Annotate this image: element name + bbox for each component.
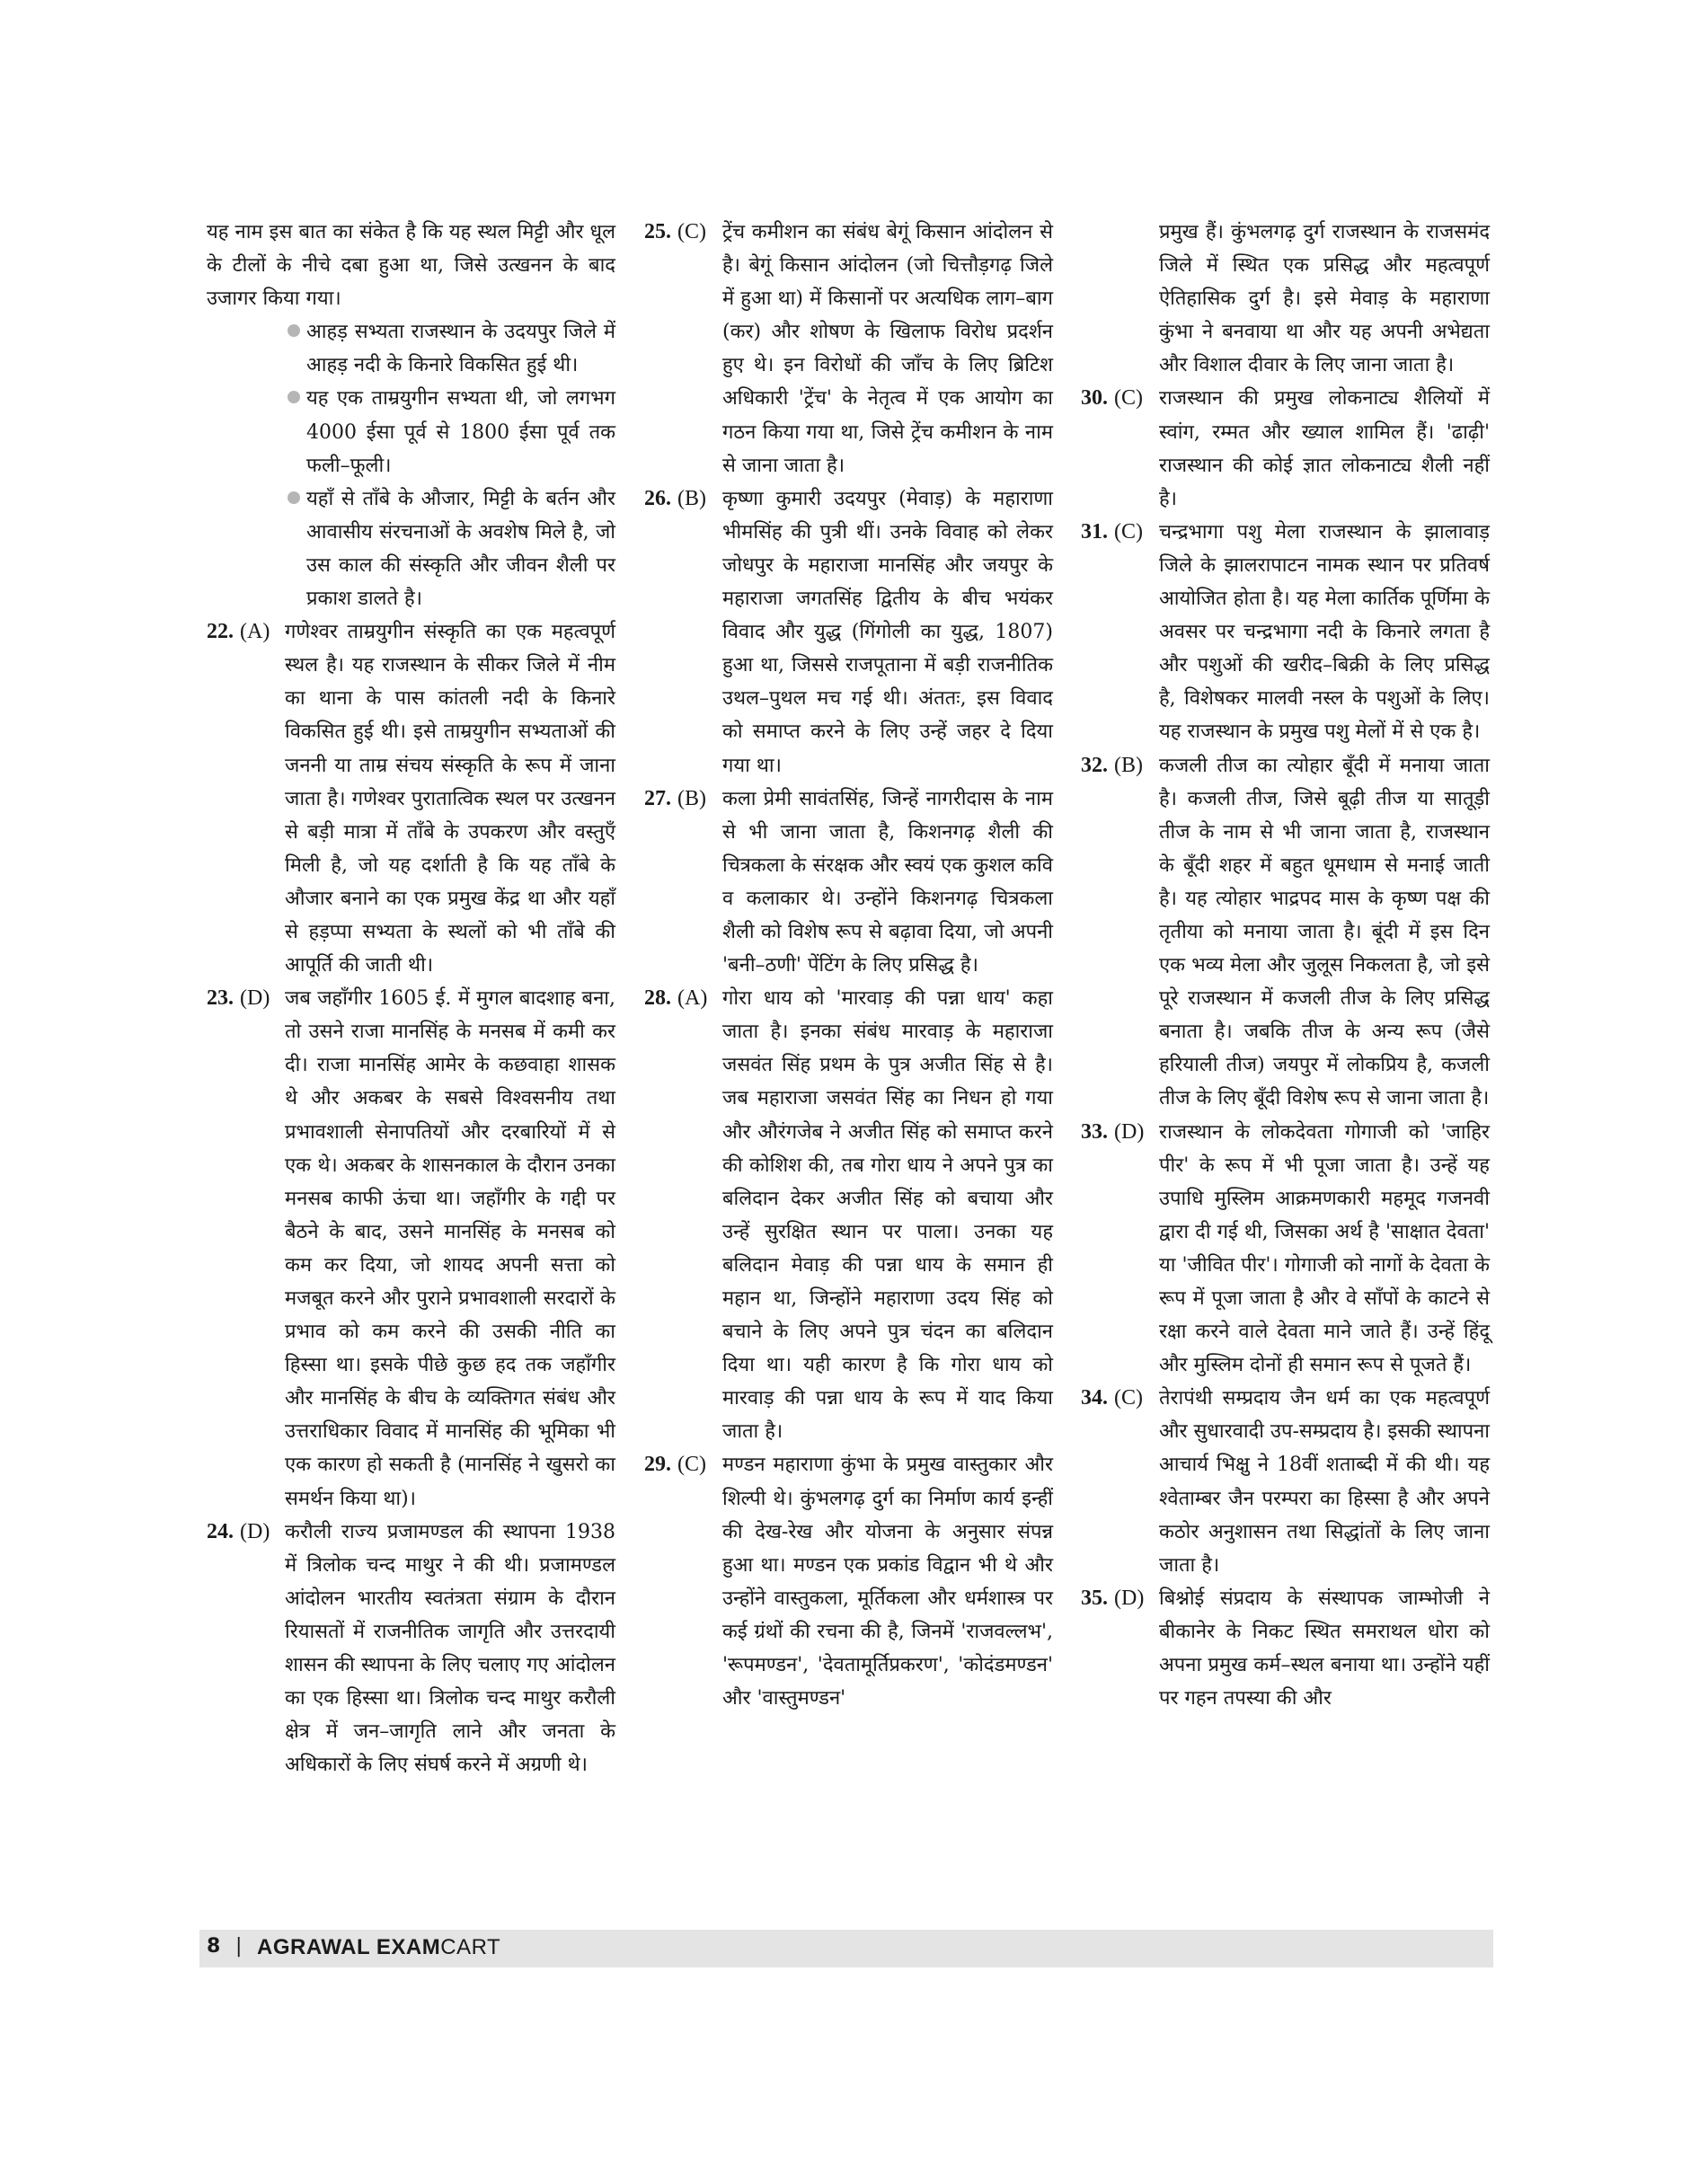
brand-light-text: CART [440, 1935, 501, 1959]
explanation-text: चन्द्रभागा पशु मेला राजस्थान के झालावाड़ जिले के झालरापाटन नामक स्थान पर प्रतिवर्ष आयोजित होता है। यह मेला कार्तिक पूर्णिमा के अवसर पर चन्द्रभागा नदी के किनारे लगता है और पशुओं की खरीद–बिक्री के लिए प्रसिद्ध है, विशेषकर मालवी नस्ल के पशुओं के लिए। यह राजस्थान के प्रमुख पशु मेलों में से एक है। [1159, 520, 1490, 744]
question-label [1081, 1116, 1144, 1149]
question-number: 26. [644, 486, 671, 510]
answer-option: (D) [240, 986, 270, 1011]
column-left [207, 216, 615, 1781]
bullet-item [207, 382, 615, 482]
question-number: 35. [1081, 1586, 1108, 1610]
bullet-text: यहाँ से ताँबे के औजार, मिट्टी के बर्तन और आवासीय संरचनाओं के अवशेष मिले है, जो उस काल की संस्कृति और जीवन शैली पर प्रकाश डालते है। [306, 487, 615, 611]
page-footer [199, 1930, 1493, 1967]
answer-option: (B) [677, 786, 706, 810]
bullet-text: यह एक ताम्रयुगीन सभ्यता थी, जो लगभग 4000 ईसा पूर्व से 1800 ईसा पूर्व तक फली–फूली। [306, 387, 615, 477]
answer-item-26 [644, 482, 1053, 782]
question-number: 29. [644, 1453, 671, 1477]
answer-item-30 [1081, 382, 1490, 515]
explanation-text: गोरा धाय को 'मारवाड़ की पन्ना धाय' कहा जाता है। इनका संबंध मारवाड़ के महाराजा जसवंत सिंह प्रथम के पुत्र अजीत सिंह से है। जब महाराजा जसवंत सिंह का निधन हो गया और औरंगजेब ने अजीत सिंह को समाप्त करने की कोशिश की, तब गोरा धाय ने अपने पुत्र का बलिदान देकर अजीत सिंह को बचाया और उन्हें सुरक्षित स्थान पर पाला। उनका यह बलिदान मेवाड़ की पन्ना धाय के समान ही महान था, जिन्होंने महाराणा उदय सिंह को बचाने के लिए अपने पुत्र चंदन का बलिदान दिया था। यही कारण है कि गोरा धाय को मारवाड़ की पन्ना धाय के रूप में याद किया जाता है। [722, 987, 1053, 1444]
question-label [207, 615, 270, 649]
explanation-text: कृष्णा कुमारी उदयपुर (मेवाड़) के महाराणा भीमसिंह की पुत्री थीं। उनके विवाह को लेकर जोधपुर के महाराजा मानसिंह और जयपुर के महाराजा जगतसिंह द्वितीय के बीच भयंकर विवाद और युद्ध (गिंगोली का युद्ध, 1807) हुआ था, जिससे राजपूताना में बड़ी राजनीतिक उथल–पुथल मच गई थी। अंततः, इस विवाद को समाप्त करने के लिए उन्हें जहर दे दिया गया था। [722, 487, 1053, 777]
question-number: 24. [207, 1519, 234, 1543]
explanation-text: ट्रेंच कमीशन का संबंध बेगूं किसान आंदोलन से है। बेगूं किसान आंदोलन (जो चित्तौड़गढ़ जिले में हुआ था) में किसानों पर अत्यधिक लाग–बाग (कर) और शोषण के खिलाफ विरोध प्रदर्शन हुए थे। इन विरोधों की जाँच के लिए ब्रिटिश अधिकारी 'ट्रेंच' के नेतृत्व में एक आयोग का गठन किया गया था, जिसे ट्रेंच कमीशन के नाम से जाना जाता है। [722, 221, 1053, 477]
answer-item-22 [207, 615, 615, 982]
bullet-item [207, 315, 615, 382]
intro-paragraph: यह नाम इस बात का संकेत है कि यह स्थल मिट्टी और धूल के टीलों के नीचे दबा हुआ था, जिसे उत्खनन के बाद उजागर किया गया। [207, 221, 615, 311]
answer-item-25 [644, 216, 1053, 482]
question-label [1081, 1382, 1143, 1415]
explanation-text: तेरापंथी सम्प्रदाय जैन धर्म का एक महत्वपूर्ण और सुधारवादी उप-सम्प्रदाय है। इसकी स्थापना आचार्य भिक्षु ने 18वीं शताब्दी में की थी। यह श्वेताम्बर जैन परम्परा का हिस्सा है और अपने कठोर अनुशासन तथा सिद्धांतों के लिए जाना जाता है। [1159, 1387, 1490, 1577]
explanation-text: मण्डन महाराणा कुंभा के प्रमुख वास्तुकार और शिल्पी थे। कुंभलगढ़ दुर्ग का निर्माण कार्य इन्हीं की देख-रेख और योजना के अनुसार संपन्न हुआ था। मण्डन एक प्रकांड विद्वान भी थे और उन्होंने वास्तुकला, मूर्तिकला और धर्मशास्त्र पर कई ग्रंथों की रचना की है, जिनमें 'राजवल्लभ', 'रूपमण्डन', 'देवतामूर्तिप्रकरण', 'कोदंडमण्डन' और 'वास्तुमण्डन' [722, 1454, 1053, 1711]
question-label [1081, 382, 1143, 415]
question-number: 22. [207, 620, 234, 644]
explanation-text: बिश्नोई संप्रदाय के संस्थापक जाम्भोजी ने बीकानेर के निकट स्थित समराथल धोरा को अपना प्रमुख कर्म–स्थल बनाया था। उन्होंने यहीं पर गहन तपस्या की और [1159, 1587, 1490, 1711]
question-label [1081, 1582, 1144, 1615]
question-label [207, 1516, 270, 1549]
answer-item-34 [1081, 1382, 1490, 1582]
explanation-text: राजस्थान की प्रमुख लोकनाट्य शैलियों में स्वांग, रम्मत और ख्याल शामिल हैं। 'ढाढ़ी' राजस्थान की कोई ज्ञात लोकनाट्य शैली नहीं है। [1159, 387, 1490, 510]
question-label [1081, 516, 1143, 549]
answer-option: (A) [677, 986, 708, 1011]
question-number: 32. [1081, 753, 1108, 777]
answer-item-35 [1081, 1582, 1490, 1715]
explanation-text: राजस्थान के लोकदेवता गोगाजी को 'जाहिर पीर' के रूप में भी पूजा जाता है। उन्हें यह उपाधि मुस्लिम आक्रमणकारी महमूद गजनवी द्वारा दी गई थी, जिसका अर्थ है 'साक्षात देवता' या 'जीवित पीर'। गोगाजी को नागों के देवता के रूप में पूजा जाता है और वे साँपों के काटने से रक्षा करने वाले देवता माने जाते हैं। उन्हें हिंदू और मुस्लिम दोनों ही समान रूप से पूजते हैं। [1159, 1120, 1490, 1377]
answer-item-32 [1081, 749, 1490, 1116]
question-number: 30. [1081, 386, 1108, 411]
question-label [644, 216, 706, 249]
column-middle [644, 216, 1053, 1715]
answer-item-23 [207, 982, 615, 1516]
answer-option: (C) [1114, 386, 1143, 411]
explanation-text: जब जहाँगीर 1605 ई. में मुगल बादशाह बना, तो उसने राजा मानसिंह के मनसब में कमी कर दी। राजा मानसिंह आमेर के कछवाहा शासक थे और अकबर के सबसे विश्वसनीय तथा प्रभावशाली सेनापतियों और दरबारियों में से एक थे। अकबर के शासनकाल के दौरान उनका मनसब काफी ऊंचा था। जहाँगीर के गद्दी पर बैठने के बाद, उसने मानसिंह के मनसब को कम कर दिया, जो शायद अपनी सत्ता को मजबूत करने और पुराने प्रभावशाली सरदारों के प्रभाव को कम करने की उसकी नीति का हिस्सा था। इसके पीछे कुछ हद तक जहाँगीर और मानसिंह के बीच के व्यक्तिगत संबंध और उत्तराधिकार विवाद में मानसिंह की भूमिका भी एक कारण हो सकती है (मानसिंह ने खुसरो का समर्थन किया था)। [285, 987, 615, 1510]
answer-option: (A) [240, 620, 270, 644]
answer-option: (D) [240, 1519, 270, 1543]
question-number: 28. [644, 986, 671, 1011]
brand-logo [257, 1935, 500, 1960]
question-number: 33. [1081, 1119, 1108, 1144]
footer-separator: | [235, 1935, 243, 1958]
bullet-text: आहड़ सभ्यता राजस्थान के उदयपुर जिले में आहड़ नदी के किनारे विकसित हुई थी। [306, 321, 615, 377]
continuation-paragraph: प्रमुख हैं। कुंभलगढ़ दुर्ग राजस्थान के राजसमंद जिले में स्थित एक प्रसिद्ध और महत्वपूर्ण ऐतिहासिक दुर्ग है। इसे मेवाड़ के महाराणा कुंभा ने बनवाया था और यह अपनी अभेद्यता और विशाल दीवार के लिए जाना जाता है। [1159, 221, 1490, 377]
answer-option: (D) [1114, 1119, 1145, 1144]
question-label [644, 982, 707, 1015]
question-label [644, 482, 706, 516]
question-label [644, 782, 706, 816]
answer-item-27 [644, 782, 1053, 983]
question-number: 27. [644, 786, 671, 810]
answer-item-28 [644, 982, 1053, 1448]
answer-option: (C) [677, 1453, 706, 1477]
answer-item-33 [1081, 1116, 1490, 1383]
brand-bold-text: AGRAWAL EXAM [257, 1935, 441, 1959]
answer-option: (C) [677, 220, 706, 243]
page-number: 8 [207, 1935, 221, 1958]
column-right [1081, 216, 1490, 1715]
question-label [644, 1448, 706, 1481]
question-label [207, 982, 270, 1015]
explanation-text: कजली तीज का त्योहार बूँदी में मनाया जाता है। कजली तीज, जिसे बूढ़ी तीज या सातूड़ी तीज के नाम से भी जाना जाता है, राजस्थान के बूँदी शहर में बहुत धूमधाम से मनाई जाती है। यह त्योहार भाद्रपद मास के कृष्ण पक्ष की तृतीया को मनाया जाता है। बूंदी में इस दिन एक भव्य मेला और जुलूस निकलता है, जो इसे पूरे राजस्थान में कजली तीज के लिए प्रसिद्ध बनाता है। जबकि तीज के अन्य रूप (जैसे हरियाली तीज) जयपुर में लोकप्रिय है, कजली तीज के लिए बूँदी विशेष रूप से जाना जाता है। [1159, 754, 1490, 1110]
answer-item-31 [1081, 516, 1490, 749]
question-number: 34. [1081, 1386, 1108, 1410]
bullet-dot-icon [288, 491, 300, 504]
answer-option: (B) [677, 486, 706, 510]
bullet-item [207, 482, 615, 615]
question-number: 31. [1081, 519, 1108, 544]
explanation-text: कला प्रेमी सावंतसिंह, जिन्हें नागरीदास के नाम से भी जाना जाता है, किशनगढ़ शैली की चित्रकला के संरक्षक और स्वयं एक कुशल कवि व कलाकार थे। उन्होंने किशनगढ़ चित्रकला शैली को विशेष रूप से बढ़ावा दिया, जो अपनी 'बनी–ठणी' पेंटिंग के लिए प्रसिद्ध है। [722, 787, 1053, 977]
answer-option: (D) [1114, 1586, 1145, 1610]
answer-option: (B) [1114, 753, 1143, 777]
explanation-text: करौली राज्य प्रजामण्डल की स्थापना 1938 में त्रिलोक चन्द माथुर ने की थी। प्रजामण्डल आंदोलन भारतीय स्वतंत्रता संग्राम के दौरान रियासतों में राजनीतिक जागृति और उत्तरदायी शासन की स्थापना के लिए चलाए गए आंदोलन का एक हिस्सा था। त्रिलोक चन्द माथुर करौली क्षेत्र में जन–जागृति लाने और जनता के अधिकारों के लिए संघर्ष करने में अग्रणी थे। [285, 1520, 615, 1777]
answer-item-29 [644, 1448, 1053, 1715]
question-label [1081, 749, 1143, 782]
explanation-text: गणेश्वर ताम्रयुगीन संस्कृति का एक महत्वपूर्ण स्थल है। यह राजस्थान के सीकर जिले में नीम का थाना के पास कांतली नदी के किनारे विकसित हुई थी। इसे ताम्रयुगीन सभ्यताओं की जननी या ताम्र संचय संस्कृति के रूप में जाना जाता है। गणेश्वर पुरातात्विक स्थल पर उत्खनन से बड़ी मात्रा में ताँबे के उपकरण और वस्तुएँ मिली है, जो यह दर्शाती है कि यह ताँबे के औजार बनाने का एक प्रमुख केंद्र था और यहाँ से हड़प्पा सभ्यता के स्थलों को भी ताँबे की आपूर्ति की जाती थी। [285, 621, 615, 977]
answer-option: (C) [1114, 1386, 1143, 1410]
answer-option: (C) [1114, 519, 1143, 544]
question-number: 25. [644, 220, 671, 243]
answer-item-24 [207, 1516, 615, 1782]
question-number: 23. [207, 986, 234, 1011]
